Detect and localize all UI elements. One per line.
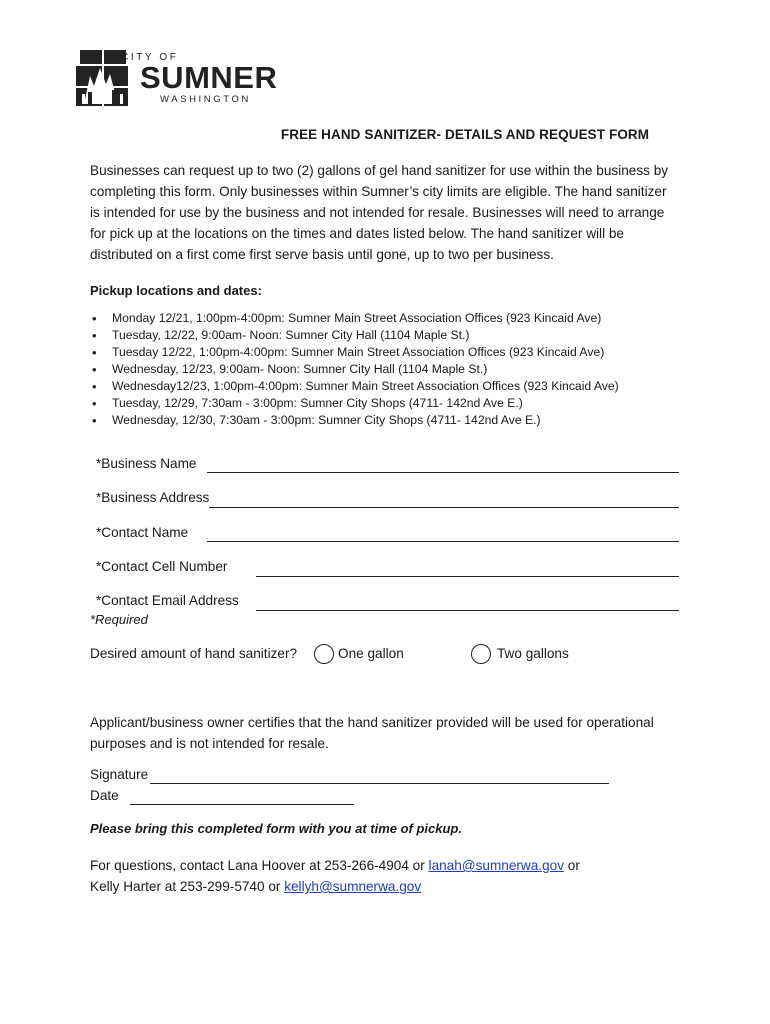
business-name-label: *Business Name	[96, 456, 197, 471]
contact-line-2-text: Kelly Harter at 253-299-5740 or	[90, 879, 285, 894]
contact-line-2	[90, 876, 580, 897]
contact-line-1	[90, 855, 580, 876]
date-label: Date	[90, 788, 119, 803]
logo-sumner: SUMNER	[140, 60, 278, 95]
contact-line-1-suffix: or	[564, 858, 580, 873]
contact-info	[90, 855, 580, 897]
list-item: • Tuesday, 12/22, 9:00am- Noon: Sumner City Hall (1104 Maple St.)	[90, 327, 619, 344]
one-gallon-radio[interactable]	[314, 644, 334, 664]
contact-line-1-text: For questions, contact Lana Hoover at 253-266-4904 or	[90, 858, 429, 873]
contact-cell-label: *Contact Cell Number	[96, 559, 228, 574]
signature-field[interactable]	[150, 783, 609, 784]
email-link-lana[interactable]: lanah@sumnerwa.gov	[428, 858, 565, 873]
list-item: • Wednesday12/23, 1:00pm-4:00pm: Sumner Main Street Association Offices (923 Kincaid Ave)	[90, 378, 619, 395]
contact-email-field[interactable]	[256, 610, 679, 611]
signature-label: Signature	[90, 767, 149, 782]
business-address-label: *Business Address	[96, 490, 210, 505]
contact-cell-field[interactable]	[256, 576, 679, 577]
business-name-field[interactable]	[207, 472, 679, 473]
bring-form-note: Please bring this completed form with you at time of pickup.	[90, 821, 462, 836]
list-item: • Tuesday, 12/29, 7:30am - 3:00pm: Sumner City Shops (4711- 142nd Ave E.)	[90, 395, 619, 412]
two-gallons-radio[interactable]	[471, 644, 491, 664]
pickup-list	[90, 310, 619, 429]
date-field[interactable]	[130, 804, 354, 805]
page-title: FREE HAND SANITIZER- DETAILS AND REQUEST FORM	[280, 127, 650, 142]
business-address-field[interactable]	[209, 507, 679, 508]
required-note: *Required	[90, 612, 148, 627]
list-item: • Monday 12/21, 1:00pm-4:00pm: Sumner Main Street Association Offices (923 Kincaid Ave)	[90, 310, 619, 327]
pickup-heading: Pickup locations and dates:	[90, 283, 262, 298]
list-item: • Tuesday 12/22, 1:00pm-4:00pm: Sumner Main Street Association Offices (923 Kincaid Ave)	[90, 344, 619, 361]
intro-paragraph: Businesses can request up to two (2) gallons of gel hand sanitizer for use within the business by completing this form. Only businesses within Sumner’s city limits are eligible. The hand sanitizer is intended for use by the business and not intended for resale. Businesses will need to arrange for pick up at the locations on the times and dates listed below. The hand sanitizer will be distributed on a first come first serve basis until gone, up to two per business.	[90, 163, 669, 262]
logo-city-of: CITY OF	[121, 52, 179, 63]
two-gallons-label: Two gallons	[497, 646, 569, 661]
list-item: • Wednesday, 12/23, 9:00am- Noon: Sumner City Hall (1104 Maple St.)	[90, 361, 619, 378]
contact-name-field[interactable]	[207, 541, 679, 542]
logo-washington: WASHINGTON	[160, 94, 251, 105]
desired-amount-label: Desired amount of hand sanitizer?	[90, 646, 298, 661]
email-link-kelly[interactable]: kellyh@sumnerwa.gov	[284, 879, 422, 894]
one-gallon-label: One gallon	[338, 646, 404, 661]
list-item: • Wednesday, 12/30, 7:30am - 3:00pm: Sumner City Shops (4711- 142nd Ave E.)	[90, 412, 619, 429]
certification-text: Applicant/business owner certifies that the hand sanitizer provided will be used for operational purposes and is not intended for resale.	[90, 715, 654, 751]
contact-name-label: *Contact Name	[96, 525, 189, 540]
contact-email-label: *Contact Email Address	[96, 593, 239, 608]
